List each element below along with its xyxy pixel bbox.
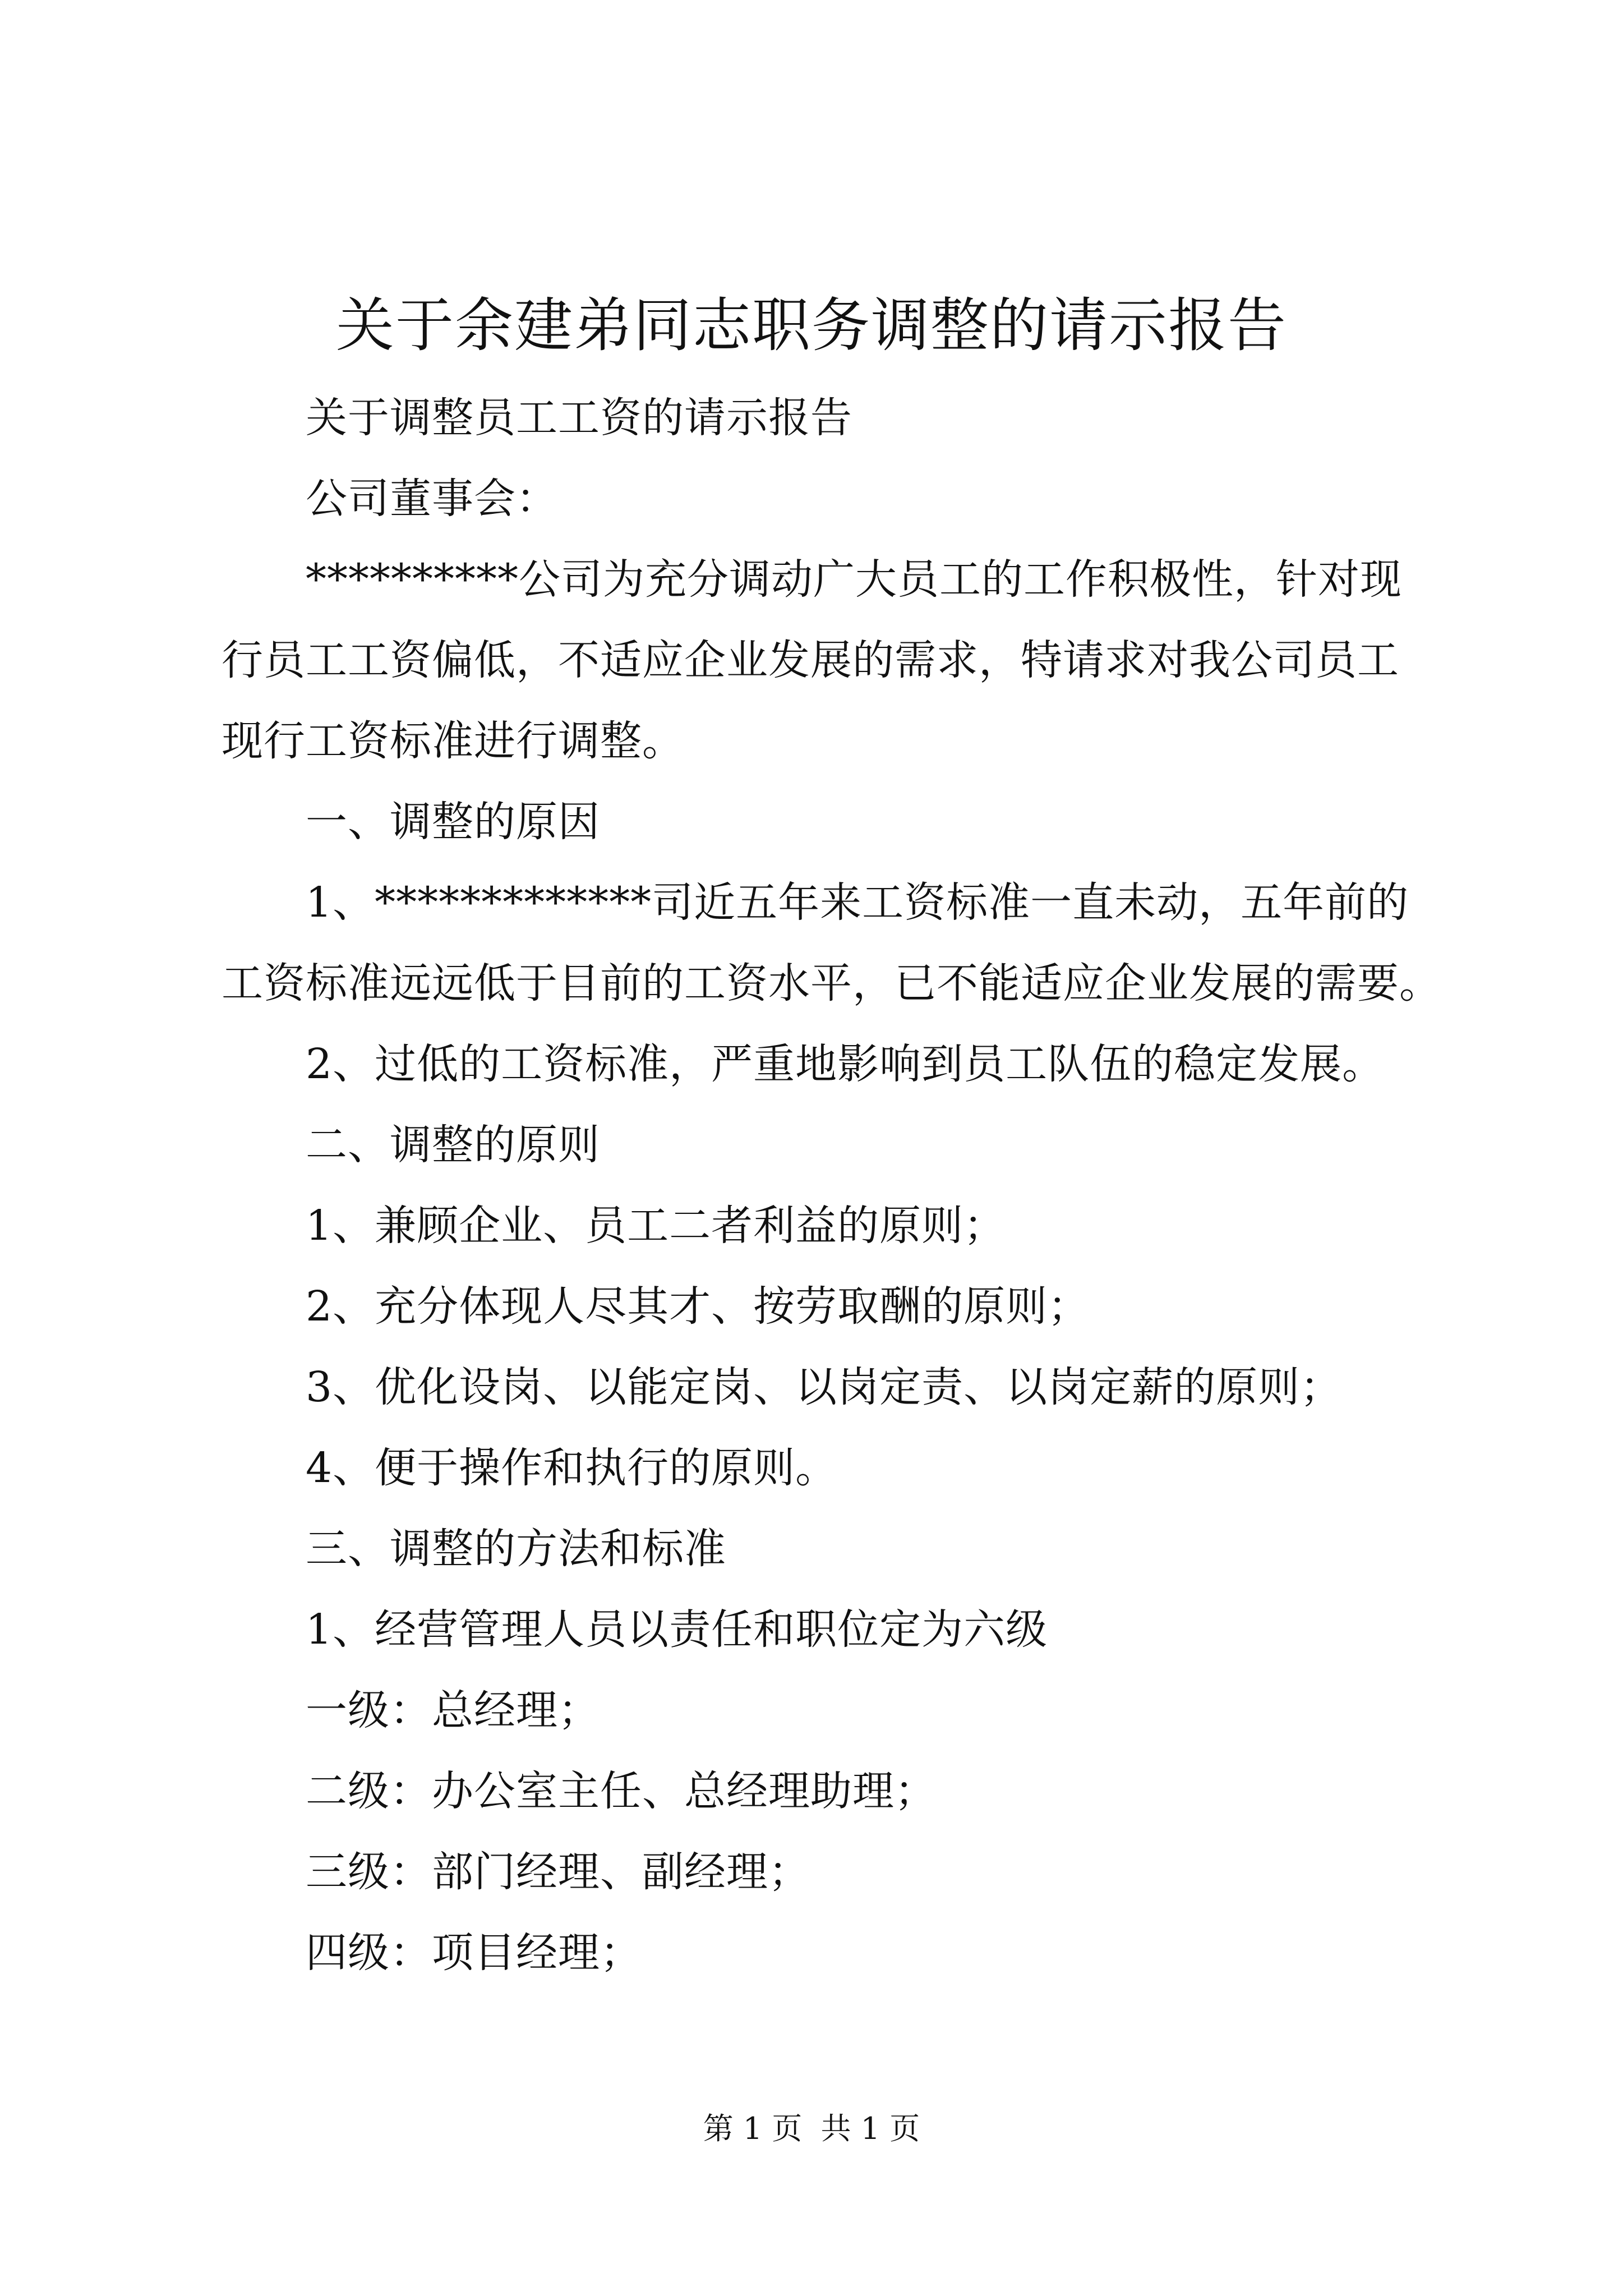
section-heading: 二、调整的原则 bbox=[306, 1121, 600, 1169]
list-item: 一级：总经理； bbox=[306, 1686, 600, 1734]
paragraph-subtitle: 关于调整员工工资的请示报告 bbox=[306, 394, 852, 442]
page-total: 共 1 页 bbox=[820, 2111, 920, 2146]
paragraph-line: 工资标准远远低于目前的工资水平，已不能适应企业发展的需要。 bbox=[222, 959, 1441, 1007]
paragraph-line: 行员工工资偏低，不适应企业发展的需求，特请求对我公司员工 bbox=[222, 636, 1399, 684]
paragraph-line: 2、过低的工资标准，严重地影响到员工队伍的稳定发展。 bbox=[306, 1040, 1385, 1088]
list-item: 2、充分体现人尽其才、按劳取酬的原则； bbox=[306, 1282, 1090, 1331]
paragraph-line: 现行工资标准进行调整。 bbox=[222, 717, 684, 765]
section-heading: 一、调整的原因 bbox=[306, 798, 600, 846]
paragraph-line: **********公司为充分调动广大员工的工作积极性，针对现 bbox=[306, 555, 1402, 604]
list-item: 3、优化设岗、以能定岗、以岗定责、以岗定薪的原则； bbox=[306, 1363, 1343, 1411]
list-item: 二级：办公室主任、总经理助理； bbox=[306, 1767, 937, 1815]
list-item: 三级：部门经理、副经理； bbox=[306, 1848, 810, 1896]
page-number: 第 1 页 bbox=[703, 2111, 803, 2146]
document-title: 关于余建弟同志职务调整的请示报告 bbox=[335, 291, 1287, 360]
list-item: 4、便于操作和执行的原则。 bbox=[306, 1444, 838, 1492]
list-item: 1、兼顾企业、员工二者利益的原则； bbox=[306, 1202, 1006, 1250]
page-footer bbox=[0, 2106, 1623, 2151]
list-item: 1、经营管理人员以责任和职位定为六级 bbox=[306, 1605, 1048, 1654]
paragraph-salutation: 公司董事会： bbox=[306, 475, 558, 523]
list-item: 四级：项目经理； bbox=[306, 1929, 642, 1977]
section-heading: 三、调整的方法和标准 bbox=[306, 1525, 726, 1573]
paragraph-line: 1、*************司近五年来工资标准一直未动，五年前的 bbox=[306, 878, 1409, 927]
